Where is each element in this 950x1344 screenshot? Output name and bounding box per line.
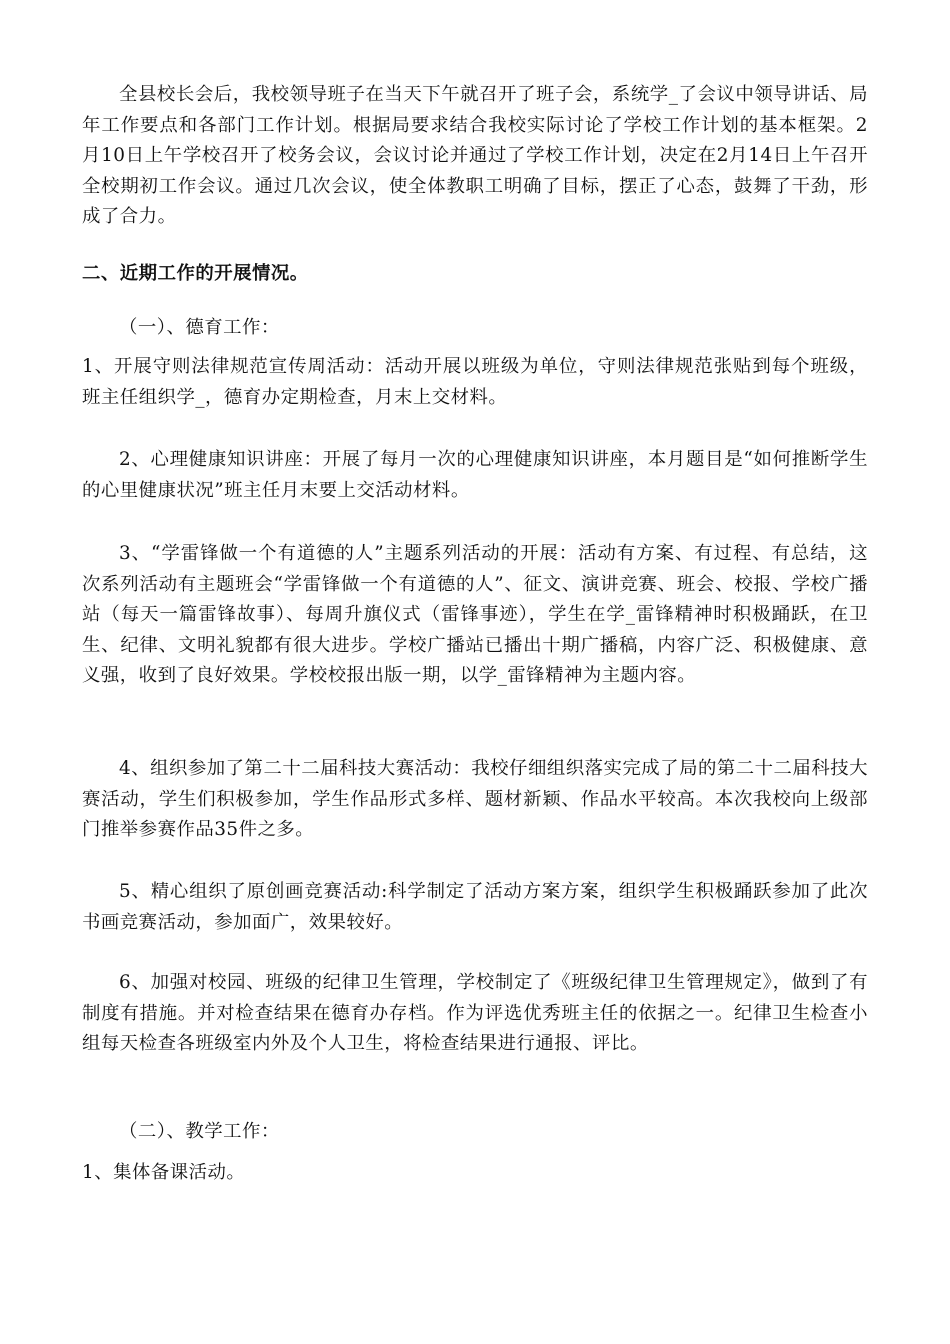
intro-paragraph: 全县校长会后，我校领导班子在当天下午就召开了班子会，系统学_了会议中领导讲话、局年工作要点和各部门工作计划。根据局要求结合我校实际讨论了学校工作计划的基本框架。2月10日上午学校召开了校务会议，会议讨论并通过了学校工作计划，决定在2月14日上午召开全校期初工作会议。通过几次会议，使全体教职工明确了目标，摆正了心态，鼓舞了干劲，形成了合力。: [82, 84, 868, 227]
subsection-moral-education: （一）、德育工作：: [119, 317, 280, 338]
moral-item-1: 1、开展守则法律规范宣传周活动：活动开展以班级为单位，守则法律规范张贴到每个班级，班主任组织学_，德育办定期检查，月末上交材料。: [82, 356, 868, 408]
moral-item-2: 2、心理健康知识讲座：开展了每月一次的心理健康知识讲座，本月题目是“如何推断学生的心里健康状况”班主任月末要上交活动材料。: [82, 449, 868, 501]
teaching-item-1: 1、集体备课活动。: [82, 1162, 246, 1183]
moral-item-4: 4、组织参加了第二十二届科技大赛活动：我校仔细组织落实完成了局的第二十二届科技大赛活动，学生们积极参加，学生作品形式多样、题材新颖、作品水平较高。本次我校向上级部门推举参赛作品35件之多。: [82, 758, 868, 840]
moral-item-3: 3、“学雷锋做一个有道德的人”主题系列活动的开展：活动有方案、有过程、有总结，这次系列活动有主题班会“学雷锋做一个有道德的人”、征文、演讲竞赛、班会、校报、学校广播站（每天一篇雷锋故事）、每周升旗仪式（雷锋事迹），学生在学_雷锋精神时积极踊跃，在卫生、纪律、文明礼貌都有很大进步。学校广播站已播出十期广播稿，内容广泛、积极健康、意义强，收到了良好效果。学校校报出版一期，以学_雷锋精神为主题内容。: [82, 543, 868, 686]
moral-item-5: 5、精心组织了原创画竞赛活动:科学制定了活动方案方案，组织学生积极踊跃参加了此次书画竞赛活动，参加面广，效果较好。: [82, 881, 868, 933]
section-heading: 二、近期工作的开展情况。: [82, 263, 309, 284]
subsection-teaching: （二）、教学工作：: [119, 1121, 280, 1142]
moral-item-6: 6、加强对校园、班级的纪律卫生管理，学校制定了《班级纪律卫生管理规定》，做到了有制度有措施。并对检查结果在德育办存档。作为评选优秀班主任的依据之一。纪律卫生检查小组每天检查各班级室内外及个人卫生，将检查结果进行通报、评比。: [82, 972, 868, 1054]
